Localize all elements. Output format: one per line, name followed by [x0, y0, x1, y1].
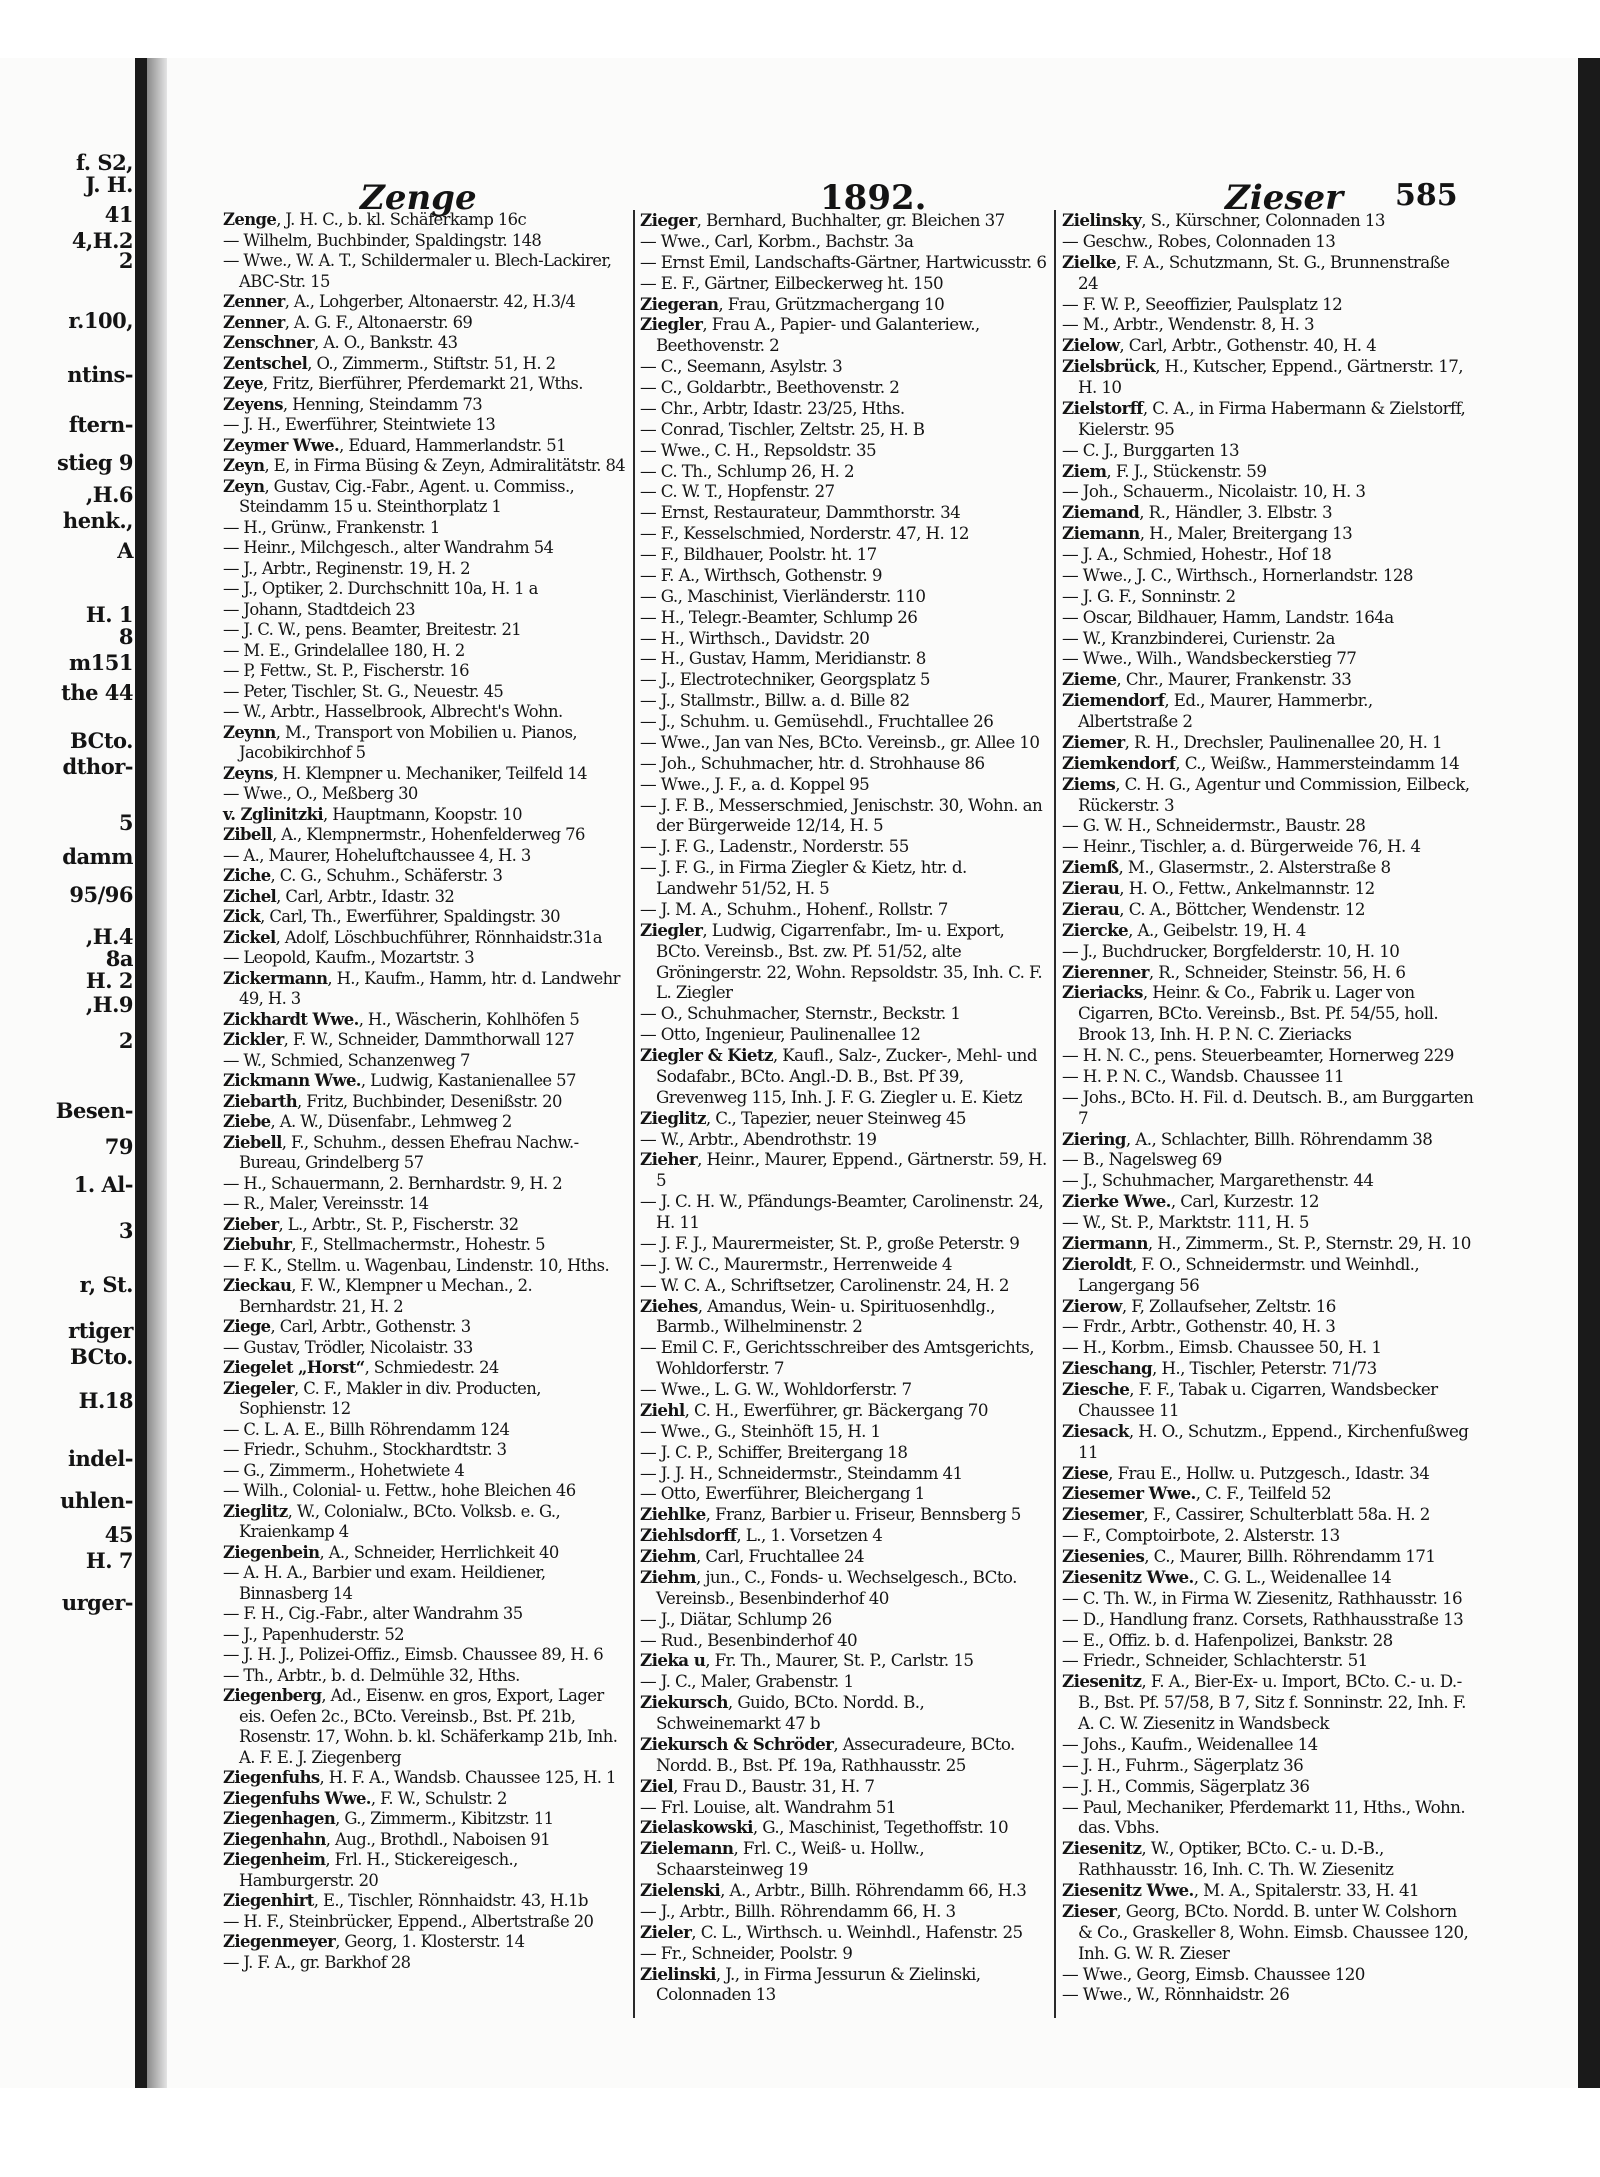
- fragment-line: 3: [118, 1218, 133, 1243]
- directory-entry: Zieglitz, C., Tapezier, neuer Steinweg 45: [640, 1107, 966, 1128]
- fragment-line: 45: [104, 1522, 133, 1547]
- directory-entry: — J. F. B., Messerschmied, Jenischstr. 30, Wohn. an der Bürgerweide 12/14, H. 5: [640, 794, 1043, 836]
- fragment-line: H. 2: [85, 968, 133, 993]
- directory-entry: Zierau, H. O., Fettw., Ankelmannstr. 12: [1062, 878, 1375, 898]
- directory-entry: Zierau, C. A., Böttcher, Wendenstr. 12: [1062, 898, 1365, 919]
- directory-entry: — Friedr., Schuhm., Stockhardtstr. 3: [223, 1440, 507, 1459]
- directory-entry: Zeynn, M., Transport von Mobilien u. Pianos, Jacobikirchhof 5: [223, 722, 577, 762]
- fragment-line: dthor-: [62, 754, 133, 779]
- directory-entry: Zeyens, Henning, Steindamm 73: [223, 394, 483, 414]
- directory-entry: — F. K., Stellm. u. Wagenbau, Lindenstr. 10, Hths.: [223, 1255, 610, 1275]
- directory-entry: Ziegenfuhs Wwe., F. W., Schulstr. 2: [223, 1788, 507, 1808]
- fragment-line: ftern-: [68, 412, 133, 437]
- directory-entry: Ziege, Carl, Arbtr., Gothenstr. 3: [223, 1317, 471, 1336]
- fragment-line: 8a: [105, 946, 133, 971]
- previous-page-fragment: [0, 150, 135, 2080]
- page-number: 585: [1395, 178, 1458, 213]
- directory-entry: Zickhardt Wwe., H., Wäscherin, Kohlhöfen 5: [223, 1009, 580, 1029]
- directory-entry: — Emil C. F., Gerichtsschreiber des Amtsgerichts, Wohldorferstr. 7: [640, 1337, 1034, 1379]
- directory-entry: — H., Telegr.-Beamter, Schlump 26: [640, 606, 918, 627]
- directory-entry: — Otto, Ewerführer, Bleichergang 1: [640, 1483, 925, 1504]
- directory-entry: — J. C. P., Schiffer, Breitergang 18: [640, 1441, 908, 1462]
- directory-entry: — F. H., Cig.-Fabr., alter Wandrahm 35: [223, 1604, 523, 1623]
- directory-entry: Ziehlke, Franz, Barbier u. Friseur, Bennsberg 5: [640, 1504, 1021, 1525]
- top-margin: [0, 0, 1600, 58]
- directory-entry: Zieger, Bernhard, Buchhalter, gr. Bleichen 37: [640, 210, 1005, 230]
- fragment-line: r, St.: [79, 1272, 133, 1297]
- directory-entry: — J., Optiker, 2. Durchschnitt 10a, H. 1 a: [223, 579, 538, 598]
- directory-entry: — D., Handlung franz. Corsets, Rathhausstraße 13: [1062, 1608, 1464, 1629]
- directory-entry: — H., Korbm., Eimsb. Chaussee 50, H. 1: [1062, 1337, 1382, 1358]
- binding-shadow: [135, 58, 147, 2088]
- fragment-line: A: [117, 538, 133, 563]
- directory-entry: — G., Zimmerm., Hohetwiete 4: [223, 1460, 465, 1480]
- directory-entry: Zenschner, A. O., Bankstr. 43: [223, 333, 458, 352]
- directory-entry: — Heinr., Milchgesch., alter Wandrahm 54: [223, 538, 554, 557]
- directory-entry: Ziegler, Ludwig, Cigarrenfabr., Im- u. Export, BCto. Vereinsb., Bst. zw. Pf. 51/52, alte Gröningerstr. 22, Wohn. Repsoldstr. 35, Inh. C. F. L. Ziegler: [640, 919, 1043, 1003]
- directory-entry: — Johann, Stadtdeich 23: [223, 599, 416, 619]
- directory-entry: Ziemkendorf, C., Weißw., Hammersteindamm 14: [1062, 752, 1460, 773]
- directory-entry: Zickler, F. W., Schneider, Dammthorwall 127: [223, 1030, 575, 1049]
- directory-entry: Ziesenitz Wwe., C. G. L., Weidenallee 14: [1062, 1566, 1392, 1587]
- directory-entry: Ziese, Frau E., Hollw. u. Putzgesch., Idastr. 34: [1062, 1462, 1430, 1483]
- directory-entry: Ziekursch & Schröder, Assecuradeure, BCto. Nordd. B., Bst. Pf. 19a, Rathhausstr. 25: [640, 1733, 1015, 1775]
- directory-entry: — Otto, Ingenieur, Paulinenallee 12: [640, 1024, 921, 1045]
- directory-entry: — H. P. N. C., Wandsb. Chaussee 11: [1062, 1065, 1344, 1086]
- directory-entry: — C., Seemann, Asylstr. 3: [640, 356, 843, 377]
- directory-entry: Ziegenhirt, E., Tischler, Rönnhaidstr. 43, H.1b: [223, 1891, 588, 1910]
- fragment-line: ,H.4: [85, 924, 133, 949]
- directory-entry: Ziesenitz, W., Optiker, BCto. C.- u. D.-B., Rathhausstr. 16, Inh. C. Th. W. Ziesenitz: [1062, 1838, 1394, 1880]
- fragment-line: henk.,: [62, 508, 133, 533]
- header-right-word: Zieser: [1225, 178, 1344, 218]
- fragment-line: BCto.: [69, 728, 133, 753]
- directory-entry: Ziebell, F., Schuhm., dessen Ehefrau Nachw.-Bureau, Grindelberg 57: [223, 1132, 579, 1172]
- directory-entry: Ziegler & Kietz, Kaufl., Salz-, Zucker-, Mehl- und Sodafabr., BCto. Angl.-D. B., Bst. Pf 39, Grevenweg 115, Inh. J. F. G. Ziegler u. E. Kietz: [640, 1045, 1037, 1107]
- fragment-line: stieg 9: [57, 450, 133, 475]
- directory-entry: — Wilhelm, Buchbinder, Spaldingstr. 148: [223, 230, 542, 250]
- fragment-line: r.100,: [68, 308, 133, 333]
- directory-entry: Ziehm, Carl, Fruchtallee 24: [640, 1546, 865, 1566]
- directory-entry: — C. L. A. E., Billh Röhrendamm 124: [223, 1419, 510, 1439]
- directory-entry: — C. W. T., Hopfenstr. 27: [640, 481, 835, 502]
- directory-entry: Ziehl, C. H., Ewerführer, gr. Bäckergang 70: [640, 1399, 988, 1420]
- column-divider: [1054, 210, 1056, 2018]
- binding-gradient: [147, 58, 167, 2088]
- directory-entry: Zentschel, O., Zimmerm., Stiftstr. 51, H. 2: [223, 353, 556, 373]
- directory-entry: — H. N. C., pens. Steuerbeamter, Hornerweg 229: [1062, 1045, 1454, 1065]
- directory-entry: Zieglitz, W., Colonialw., BCto. Volksb. e. G., Kraienkamp 4: [223, 1501, 561, 1541]
- directory-entry: Zieler, C. L., Wirthsch. u. Weinhdl., Hafenstr. 25: [640, 1921, 1023, 1942]
- directory-entry: Ziegelet „Horst“, Schmiedestr. 24: [223, 1358, 499, 1377]
- directory-entry: — J. H. J., Polizei-Offiz., Eimsb. Chaussee 89, H. 6: [223, 1645, 604, 1664]
- directory-entry: — G. W. H., Schneidermstr., Baustr. 28: [1062, 815, 1366, 836]
- directory-entry: Ziehm, jun., C., Fonds- u. Wechselgesch., BCto. Vereinsb., Besenbinderhof 40: [640, 1566, 1017, 1608]
- fragment-line: 2: [118, 248, 133, 273]
- directory-entry: — H. F., Steinbrücker, Eppend., Albertstraße 20: [223, 1911, 594, 1931]
- directory-entry: — J. A., Schmied, Hohestr., Hof 18: [1062, 544, 1332, 564]
- fragment-line: BCto.: [69, 1344, 133, 1369]
- directory-entry: v. Zglinitzki, Hauptmann, Koopstr. 10: [223, 804, 522, 824]
- fragment-line: H. 7: [85, 1548, 133, 1573]
- directory-entry: — Wwe., W., Rönnhaidstr. 26: [1062, 1984, 1290, 2005]
- directory-entry: — A. H. A., Barbier und exam. Heildiener, Binnasberg 14: [223, 1563, 546, 1603]
- directory-entry: Ziel, Frau D., Baustr. 31, H. 7: [640, 1775, 875, 1796]
- directory-entry: Ziesenitz, F. A., Bier-Ex- u. Import, BCto. C.- u. D.-B., Bst. Pf. 57/58, B 7, Sitz f. Sonninstr. 22, Inh. F. A. C. W. Ziesenitz in Wandsbeck: [1062, 1671, 1466, 1733]
- directory-entry: — J. H., Commis, Sägerplatz 36: [1062, 1775, 1310, 1796]
- directory-entry: Ziesemer Wwe., C. F., Teilfeld 52: [1062, 1483, 1332, 1504]
- fragment-line: ,H.9: [85, 992, 133, 1017]
- directory-entry: Zieme, Chr., Maurer, Frankenstr. 33: [1062, 669, 1352, 690]
- directory-entry: Ziegenhahn, Aug., Brothdl., Naboisen 91: [223, 1829, 551, 1849]
- directory-entry: — J. F. A., gr. Barkhof 28: [223, 1952, 411, 1972]
- fragment-line: 4,H.2: [71, 228, 133, 253]
- directory-entry: Zickel, Adolf, Löschbuchführer, Rönnhaidstr.31a: [223, 927, 602, 947]
- directory-entry: — J. C. W., pens. Beamter, Breitestr. 21: [223, 620, 522, 639]
- directory-entry: — Wwe., Jan van Nes, BCto. Vereinsb., gr. Allee 10: [640, 731, 1040, 752]
- directory-column-2: [640, 210, 1048, 2005]
- directory-entry: — Ernst, Restaurateur, Dammthorstr. 34: [640, 502, 961, 523]
- directory-entry: Zickmann Wwe., Ludwig, Kastanienallee 57: [223, 1071, 576, 1090]
- fragment-line: 8: [118, 624, 133, 649]
- directory-entry: Ziegenheim, Frl. H., Stickereigesch., Hamburgerstr. 20: [223, 1850, 518, 1890]
- directory-entry: — J. H., Fuhrm., Sägerplatz 36: [1062, 1754, 1304, 1775]
- directory-entry: — C., Goldarbtr., Beethovenstr. 2: [640, 377, 900, 397]
- directory-entry: — J., Schuhm. u. Gemüsehdl., Fruchtallee 26: [640, 711, 994, 731]
- directory-entry: — J. G. F., Sonninstr. 2: [1062, 585, 1236, 606]
- directory-entry: Zeymer Wwe., Eduard, Hammerlandstr. 51: [223, 435, 566, 455]
- fragment-line: damm: [62, 844, 133, 869]
- directory-entry: Zieschang, H., Tischler, Peterstr. 71/73: [1062, 1358, 1377, 1379]
- directory-entry: Zick, Carl, Th., Ewerführer, Spaldingstr. 30: [223, 907, 561, 926]
- directory-entry: Zeye, Fritz, Bierführer, Pferdemarkt 21, Wths.: [223, 374, 583, 393]
- directory-entry: — G., Maschinist, Vierländerstr. 110: [640, 585, 926, 606]
- directory-entry: Ziebe, A. W., Düsenfabr., Lehmweg 2: [223, 1112, 512, 1131]
- directory-entry: Zierke Wwe., Carl, Kurzestr. 12: [1062, 1191, 1319, 1212]
- directory-entry: Ziemer, R. H., Drechsler, Paulinenallee 20, H. 1: [1062, 731, 1443, 752]
- directory-entry: Ziesemer, F., Cassirer, Schulterblatt 58a. H. 2: [1062, 1504, 1430, 1525]
- directory-entry: — H., Schauermann, 2. Bernhardstr. 9, H. 2: [223, 1173, 563, 1193]
- column-divider: [633, 210, 635, 2018]
- directory-entry: Zielemann, Frl. C., Weiß- u. Hollw., Schaarsteinweg 19: [640, 1838, 925, 1880]
- directory-entry: — H., Gustav, Hamm, Meridianstr. 8: [640, 648, 926, 669]
- directory-entry: — Fr., Schneider, Poolstr. 9: [640, 1942, 853, 1963]
- header-left-word: Zenge: [360, 178, 477, 218]
- directory-entry: Zielow, Carl, Arbtr., Gothenstr. 40, H. 4: [1062, 335, 1377, 356]
- directory-entry: — Wwe., C. H., Repsoldstr. 35: [640, 439, 877, 460]
- fragment-line: urger-: [61, 1590, 133, 1615]
- directory-entry: Zieber, L., Arbtr., St. P., Fischerstr. 32: [223, 1214, 519, 1234]
- fragment-line: 2: [118, 1028, 133, 1053]
- directory-entry: — B., Nagelsweg 69: [1062, 1149, 1222, 1170]
- directory-entry: — Wwe., L. G. W., Wohldorferstr. 7: [640, 1379, 912, 1399]
- directory-entry: Zielstorff, C. A., in Firma Habermann & Zielstorff, Kielerstr. 95: [1062, 397, 1466, 439]
- directory-entry: Ziegeran, Frau, Grützmachergang 10: [640, 293, 945, 314]
- directory-entry: — A., Maurer, Hoheluftchaussee 4, H. 3: [223, 845, 531, 865]
- directory-entry: — W., St. P., Marktstr. 111, H. 5: [1062, 1212, 1309, 1232]
- fragment-line: 1. Al-: [73, 1172, 133, 1197]
- directory-entry: — J. J. H., Schneidermstr., Steindamm 41: [640, 1462, 963, 1483]
- directory-entry: — Leopold, Kaufm., Mozartstr. 3: [223, 948, 475, 967]
- fragment-line: ntins-: [67, 362, 133, 387]
- directory-entry: — J. F. G., in Firma Ziegler & Kietz, htr. d. Landwehr 51/52, H. 5: [640, 857, 967, 898]
- directory-entry: Zieka u, Fr. Th., Maurer, St. P., Carlstr. 15: [640, 1650, 974, 1671]
- directory-entry: — Paul, Mechaniker, Pferdemarkt 11, Hths., Wohn. das. Vbhs.: [1062, 1796, 1466, 1838]
- directory-entry: — Wwe., J. C., Wirthsch., Hornerlandstr. 128: [1062, 564, 1413, 585]
- fragment-line: 95/96: [69, 882, 133, 907]
- directory-column-3: [1062, 210, 1474, 2005]
- directory-entry: Ziesche, F. F., Tabak u. Cigarren, Wandsbecker Chaussee 11: [1062, 1379, 1438, 1420]
- directory-entry: Ziebuhr, F., Stellmachermstr., Hohestr. 5: [223, 1235, 545, 1254]
- directory-entry: Ziesenies, C., Maurer, Billh. Röhrendamm 171: [1062, 1546, 1436, 1566]
- directory-entry: Ziercke, A., Geibelstr. 19, H. 4: [1062, 919, 1306, 940]
- fragment-line: 79: [104, 1134, 133, 1159]
- directory-entry: Zielsbrück, H., Kutscher, Eppend., Gärtnerstr. 17, H. 10: [1062, 356, 1464, 397]
- directory-entry: Zickermann, H., Kaufm., Hamm, htr. d. Landwehr 49, H. 3: [223, 968, 620, 1008]
- directory-entry: — M., Arbtr., Wendenstr. 8, H. 3: [1062, 314, 1315, 335]
- directory-entry: Ziermann, H., Zimmerm., St. P., Sternstr. 29, H. 10: [1062, 1232, 1471, 1253]
- directory-entry: — F. A., Wirthsch, Gothenstr. 9: [640, 564, 882, 585]
- directory-entry: Zielinsky, S., Kürschner, Colonnaden 13: [1062, 210, 1385, 230]
- directory-entry: — J. W. C., Maurermstr., Herrenweide 4: [640, 1253, 952, 1274]
- directory-entry: — H., Wirthsch., Davidstr. 20: [640, 627, 870, 648]
- bottom-margin: [0, 2088, 1600, 2177]
- directory-entry: — Frl. Louise, alt. Wandrahm 51: [640, 1796, 896, 1817]
- directory-entry: Ziehes, Amandus, Wein- u. Spirituosenhdlg., Barmb., Wilhelminenstr. 2: [640, 1295, 995, 1337]
- directory-entry: Zeyn, Gustav, Cig.-Fabr., Agent. u. Commiss., Steindamm 15 u. Steinthorplatz 1: [223, 476, 575, 516]
- directory-entry: — Joh., Schauerm., Nicolaistr. 10, H. 3: [1062, 481, 1366, 502]
- fragment-line: 41: [104, 202, 133, 227]
- directory-entry: Zibell, A., Klempnermstr., Hohenfelderweg 76: [223, 825, 585, 844]
- directory-entry: — Wwe., J. F., a. d. Koppel 95: [640, 773, 870, 794]
- directory-entry: — C. Th., Schlump 26, H. 2: [640, 460, 855, 481]
- fragment-line: ,H.6: [85, 482, 133, 507]
- directory-entry: — Oscar, Bildhauer, Hamm, Landstr. 164a: [1062, 606, 1394, 627]
- directory-entry: — Ernst Emil, Landschafts-Gärtner, Hartwicusstr. 6: [640, 251, 1047, 272]
- directory-entry: Zieriacks, Heinr. & Co., Fabrik u. Lager von Cigarren, BCto. Vereinsb., Bst. Pf. 54/55, holl. Brook 13, Inh. H. P. N. C. Zieriacks: [1062, 982, 1439, 1045]
- directory-entry: Zeyns, H. Klempner u. Mechaniker, Teilfeld 14: [223, 763, 587, 783]
- fragment-line: H.18: [78, 1388, 133, 1413]
- fragment-line: rtiger: [68, 1318, 133, 1343]
- directory-entry: — W. C. A., Schriftsetzer, Carolinenstr. 24, H. 2: [640, 1274, 1009, 1295]
- directory-entry: — O., Schuhmacher, Sternstr., Beckstr. 1: [640, 1003, 961, 1024]
- directory-entry: Zielaskowski, G., Maschinist, Tegethoffstr. 10: [640, 1817, 1009, 1838]
- directory-entry: — J., Schuhmacher, Margarethenstr. 44: [1062, 1170, 1374, 1191]
- fragment-line: H. 1: [85, 602, 133, 627]
- directory-entry: — F. W. P., Seeoffizier, Paulsplatz 12: [1062, 293, 1343, 314]
- directory-entry: Ziem, F. J., Stückenstr. 59: [1062, 460, 1267, 481]
- directory-entry: — M. E., Grindelallee 180, H. 2: [223, 640, 465, 660]
- fragment-line: indel-: [68, 1446, 133, 1471]
- directory-entry: Zichel, Carl, Arbtr., Idastr. 32: [223, 886, 455, 906]
- directory-entry: — Wwe., Wilh., Wandsbeckerstieg 77: [1062, 648, 1357, 669]
- fragment-line: J. H.: [85, 172, 133, 197]
- directory-entry: — J., Papenhuderstr. 52: [223, 1624, 404, 1644]
- directory-entry: — J., Arbtr., Reginenstr. 19, H. 2: [223, 558, 471, 578]
- directory-entry: — Geschw., Robes, Colonnaden 13: [1062, 230, 1336, 251]
- directory-entry: — J. F. J., Maurermeister, St. P., große Peterstr. 9: [640, 1232, 1020, 1253]
- directory-entry: Zenner, A., Lohgerber, Altonaerstr. 42, H.3/4: [223, 292, 576, 311]
- directory-entry: — Wwe., O., Meßberg 30: [223, 784, 418, 803]
- directory-entry: Ziegenfuhs, H. F. A., Wandsb. Chaussee 125, H. 1: [223, 1768, 616, 1787]
- directory-entry: — J. F. G., Ladenstr., Norderstr. 55: [640, 836, 909, 857]
- fragment-line: m151: [68, 650, 133, 675]
- directory-entry: — J. H., Ewerführer, Steintwiete 13: [223, 415, 496, 434]
- directory-entry: — Heinr., Tischler, a. d. Bürgerweide 76, H. 4: [1062, 836, 1421, 857]
- directory-entry: Ziegenbein, A., Schneider, Herrlichkeit 40: [223, 1542, 559, 1562]
- directory-entry: — Johs., Kaufm., Weidenallee 14: [1062, 1733, 1318, 1754]
- directory-entry: — Gustav, Trödler, Nicolaistr. 33: [223, 1337, 473, 1357]
- directory-entry: — W., Arbtr., Abendrothstr. 19: [640, 1128, 877, 1149]
- directory-entry: — Johs., BCto. H. Fil. d. Deutsch. B., am Burggarten 7: [1062, 1086, 1474, 1128]
- directory-entry: Ziekursch, Guido, BCto. Nordd. B., Schweinemarkt 47 b: [640, 1692, 925, 1733]
- directory-entry: — Wwe., W. A. T., Schildermaler u. Blech-Lackirer, ABC-Str. 15: [223, 251, 612, 291]
- directory-entry: Ziems, C. H. G., Agentur und Commission, Eilbeck, Rückerstr. 3: [1062, 773, 1470, 815]
- directory-entry: Ziemß, M., Glasermstr., 2. Alsterstraße 8: [1062, 857, 1391, 878]
- directory-entry: — Th., Arbtr., b. d. Delmühle 32, Hths.: [223, 1665, 520, 1685]
- directory-entry: — Conrad, Tischler, Zeltstr. 25, H. B: [640, 418, 925, 439]
- fragment-line: uhlen-: [60, 1488, 133, 1513]
- directory-entry: — J., Diätar, Schlump 26: [640, 1608, 832, 1629]
- directory-entry: Ziemand, R., Händler, 3. Elbstr. 3: [1062, 502, 1333, 523]
- directory-entry: — J., Stallmstr., Billw. a. d. Bille 82: [640, 690, 910, 711]
- directory-entry: Zierenner, R., Schneider, Steinstr. 56, H. 6: [1062, 961, 1406, 982]
- directory-entry: Ziegenberg, Ad., Eisenw. en gros, Export, Lager eis. Oefen 2c., BCto. Vereinsb., Bst. Pf. 21b, Rosenstr. 17, Wohn. b. kl. Schäferkamp 21b, Inh. A. F. E. J. Ziegenberg: [223, 1686, 618, 1767]
- directory-entry: Ziemann, H., Maler, Breitergang 13: [1062, 523, 1353, 544]
- directory-entry: Ziemendorf, Ed., Maurer, Hammerbr., Albertstraße 2: [1062, 690, 1373, 731]
- directory-entry: — Friedr., Schneider, Schlachterstr. 51: [1062, 1650, 1368, 1671]
- right-edge-shadow: [1578, 58, 1600, 2088]
- directory-entry: — E., Offiz. b. d. Hafenpolizei, Bankstr. 28: [1062, 1629, 1393, 1650]
- directory-entry: — W., Kranzbinderei, Curienstr. 2a: [1062, 627, 1335, 648]
- fragment-line: 5: [118, 810, 133, 835]
- directory-entry: — Wwe., Carl, Korbm., Bachstr. 3a: [640, 230, 914, 251]
- directory-entry: — Joh., Schuhmacher, htr. d. Strohhause 86: [640, 752, 985, 773]
- directory-entry: Zierow, F, Zollaufseher, Zeltstr. 16: [1062, 1295, 1336, 1316]
- fragment-line: Besen-: [55, 1098, 133, 1123]
- directory-entry: Zieser, Georg, BCto. Nordd. B. unter W. Colshorn & Co., Graskeller 8, Wohn. Eimsb. Chaussee 120, Inh. G. W. R. Zieser: [1062, 1900, 1469, 1963]
- directory-entry: — F., Bildhauer, Poolstr. ht. 17: [640, 544, 877, 564]
- directory-entry: Ziegenmeyer, Georg, 1. Klosterstr. 14: [223, 1932, 525, 1951]
- directory-entry: Zielinski, J., in Firma Jessurun & Zielinski, Colonnaden 13: [640, 1963, 981, 2005]
- directory-entry: Ziesack, H. O., Schutzm., Eppend., Kirchenfußweg 11: [1062, 1420, 1469, 1462]
- directory-entry: Zieher, Heinr., Maurer, Eppend., Gärtnerstr. 59, H. 5: [640, 1149, 1047, 1191]
- directory-entry: — J. M. A., Schuhm., Hohenf., Rollstr. 7: [640, 898, 948, 919]
- directory-entry: Ziebarth, Fritz, Buchbinder, Desenißstr. 20: [223, 1091, 562, 1111]
- directory-entry: — W., Arbtr., Hasselbrook, Albrecht's Wohn.: [223, 702, 563, 721]
- directory-entry: Zenge, J. H. C., b. kl. Schäferkamp 16c: [223, 210, 527, 229]
- directory-entry: — Chr., Arbtr, Idastr. 23/25, Hths.: [640, 397, 905, 418]
- directory-entry: — W., Schmied, Schanzenweg 7: [223, 1050, 470, 1070]
- directory-entry: Zenner, A. G. F., Altonaerstr. 69: [223, 312, 473, 332]
- directory-entry: Zielke, F. A., Schutzmann, St. G., Brunnenstraße 24: [1062, 251, 1450, 293]
- directory-entry: Zeyn, E, in Firma Büsing & Zeyn, Admiralitätstr. 84: [223, 456, 626, 475]
- directory-entry: — Peter, Tischler, St. G., Neuestr. 45: [223, 681, 504, 701]
- directory-entry: Zieckau, F. W., Klempner u Mechan., 2. Bernhardstr. 21, H. 2: [223, 1276, 533, 1316]
- directory-entry: — Frdr., Arbtr., Gothenstr. 40, H. 3: [1062, 1316, 1336, 1337]
- fragment-line: the 44: [61, 680, 133, 705]
- directory-entry: — P, Fettw., St. P., Fischerstr. 16: [223, 661, 469, 680]
- directory-entry: — C. Th. W., in Firma W. Ziesenitz, Rathhausstr. 16: [1062, 1587, 1463, 1608]
- directory-entry: Ziesenitz Wwe., M. A., Spitalerstr. 33, H. 41: [1062, 1880, 1419, 1900]
- directory-entry: — E. F., Gärtner, Eilbeckerweg ht. 150: [640, 272, 943, 293]
- directory-entry: — C. J., Burggarten 13: [1062, 439, 1240, 460]
- directory-entry: Zielenski, A., Arbtr., Billh. Röhrendamm 66, H.3: [640, 1880, 1027, 1900]
- directory-entry: Ziehlsdorff, L., 1. Vorsetzen 4: [640, 1525, 883, 1546]
- directory-entry: Zieroldt, F. O., Schneidermstr. und Weinhdl., Langergang 56: [1062, 1253, 1420, 1295]
- directory-column-1: [223, 210, 628, 1973]
- directory-entry: — J., Electrotechniker, Georgsplatz 5: [640, 669, 930, 690]
- directory-entry: — J., Buchdrucker, Borgfelderstr. 10, H. 10: [1062, 940, 1400, 961]
- directory-entry: — J. C., Maler, Grabenstr. 1: [640, 1671, 854, 1692]
- directory-entry: Ziegeler, C. F., Makler in div. Producten, Sophienstr. 12: [223, 1378, 541, 1418]
- directory-entry: Ziche, C. G., Schuhm., Schäferstr. 3: [223, 866, 503, 885]
- fragment-line: f. S2,: [76, 150, 133, 175]
- directory-entry: Ziegler, Frau A., Papier- und Galanteriew., Beethovenstr. 2: [640, 314, 980, 356]
- directory-entry: — R., Maler, Vereinsstr. 14: [223, 1194, 429, 1213]
- header-year: 1892.: [820, 178, 927, 218]
- directory-entry: Ziering, A., Schlachter, Billh. Röhrendamm 38: [1062, 1128, 1433, 1149]
- directory-entry: — H., Grünw., Frankenstr. 1: [223, 517, 440, 537]
- directory-entry: — Wwe., G., Steinhöft 15, H. 1: [640, 1420, 881, 1441]
- directory-entry: — J., Arbtr., Billh. Röhrendamm 66, H. 3: [640, 1900, 956, 1921]
- directory-entry: — F., Comptoirbote, 2. Alsterstr. 13: [1062, 1525, 1340, 1546]
- directory-entry: — J. C. H. W., Pfändungs-Beamter, Carolinenstr. 24, H. 11: [640, 1191, 1044, 1232]
- directory-entry: — Rud., Besenbinderhof 40: [640, 1629, 858, 1650]
- directory-entry: — Wilh., Colonial- u. Fettw., hohe Bleichen 46: [223, 1481, 576, 1500]
- directory-entry: — F., Kesselschmied, Norderstr. 47, H. 12: [640, 523, 969, 544]
- directory-entry: Ziegenhagen, G., Zimmerm., Kibitzstr. 11: [223, 1809, 554, 1828]
- directory-entry: — Wwe., Georg, Eimsb. Chaussee 120: [1062, 1963, 1365, 1984]
